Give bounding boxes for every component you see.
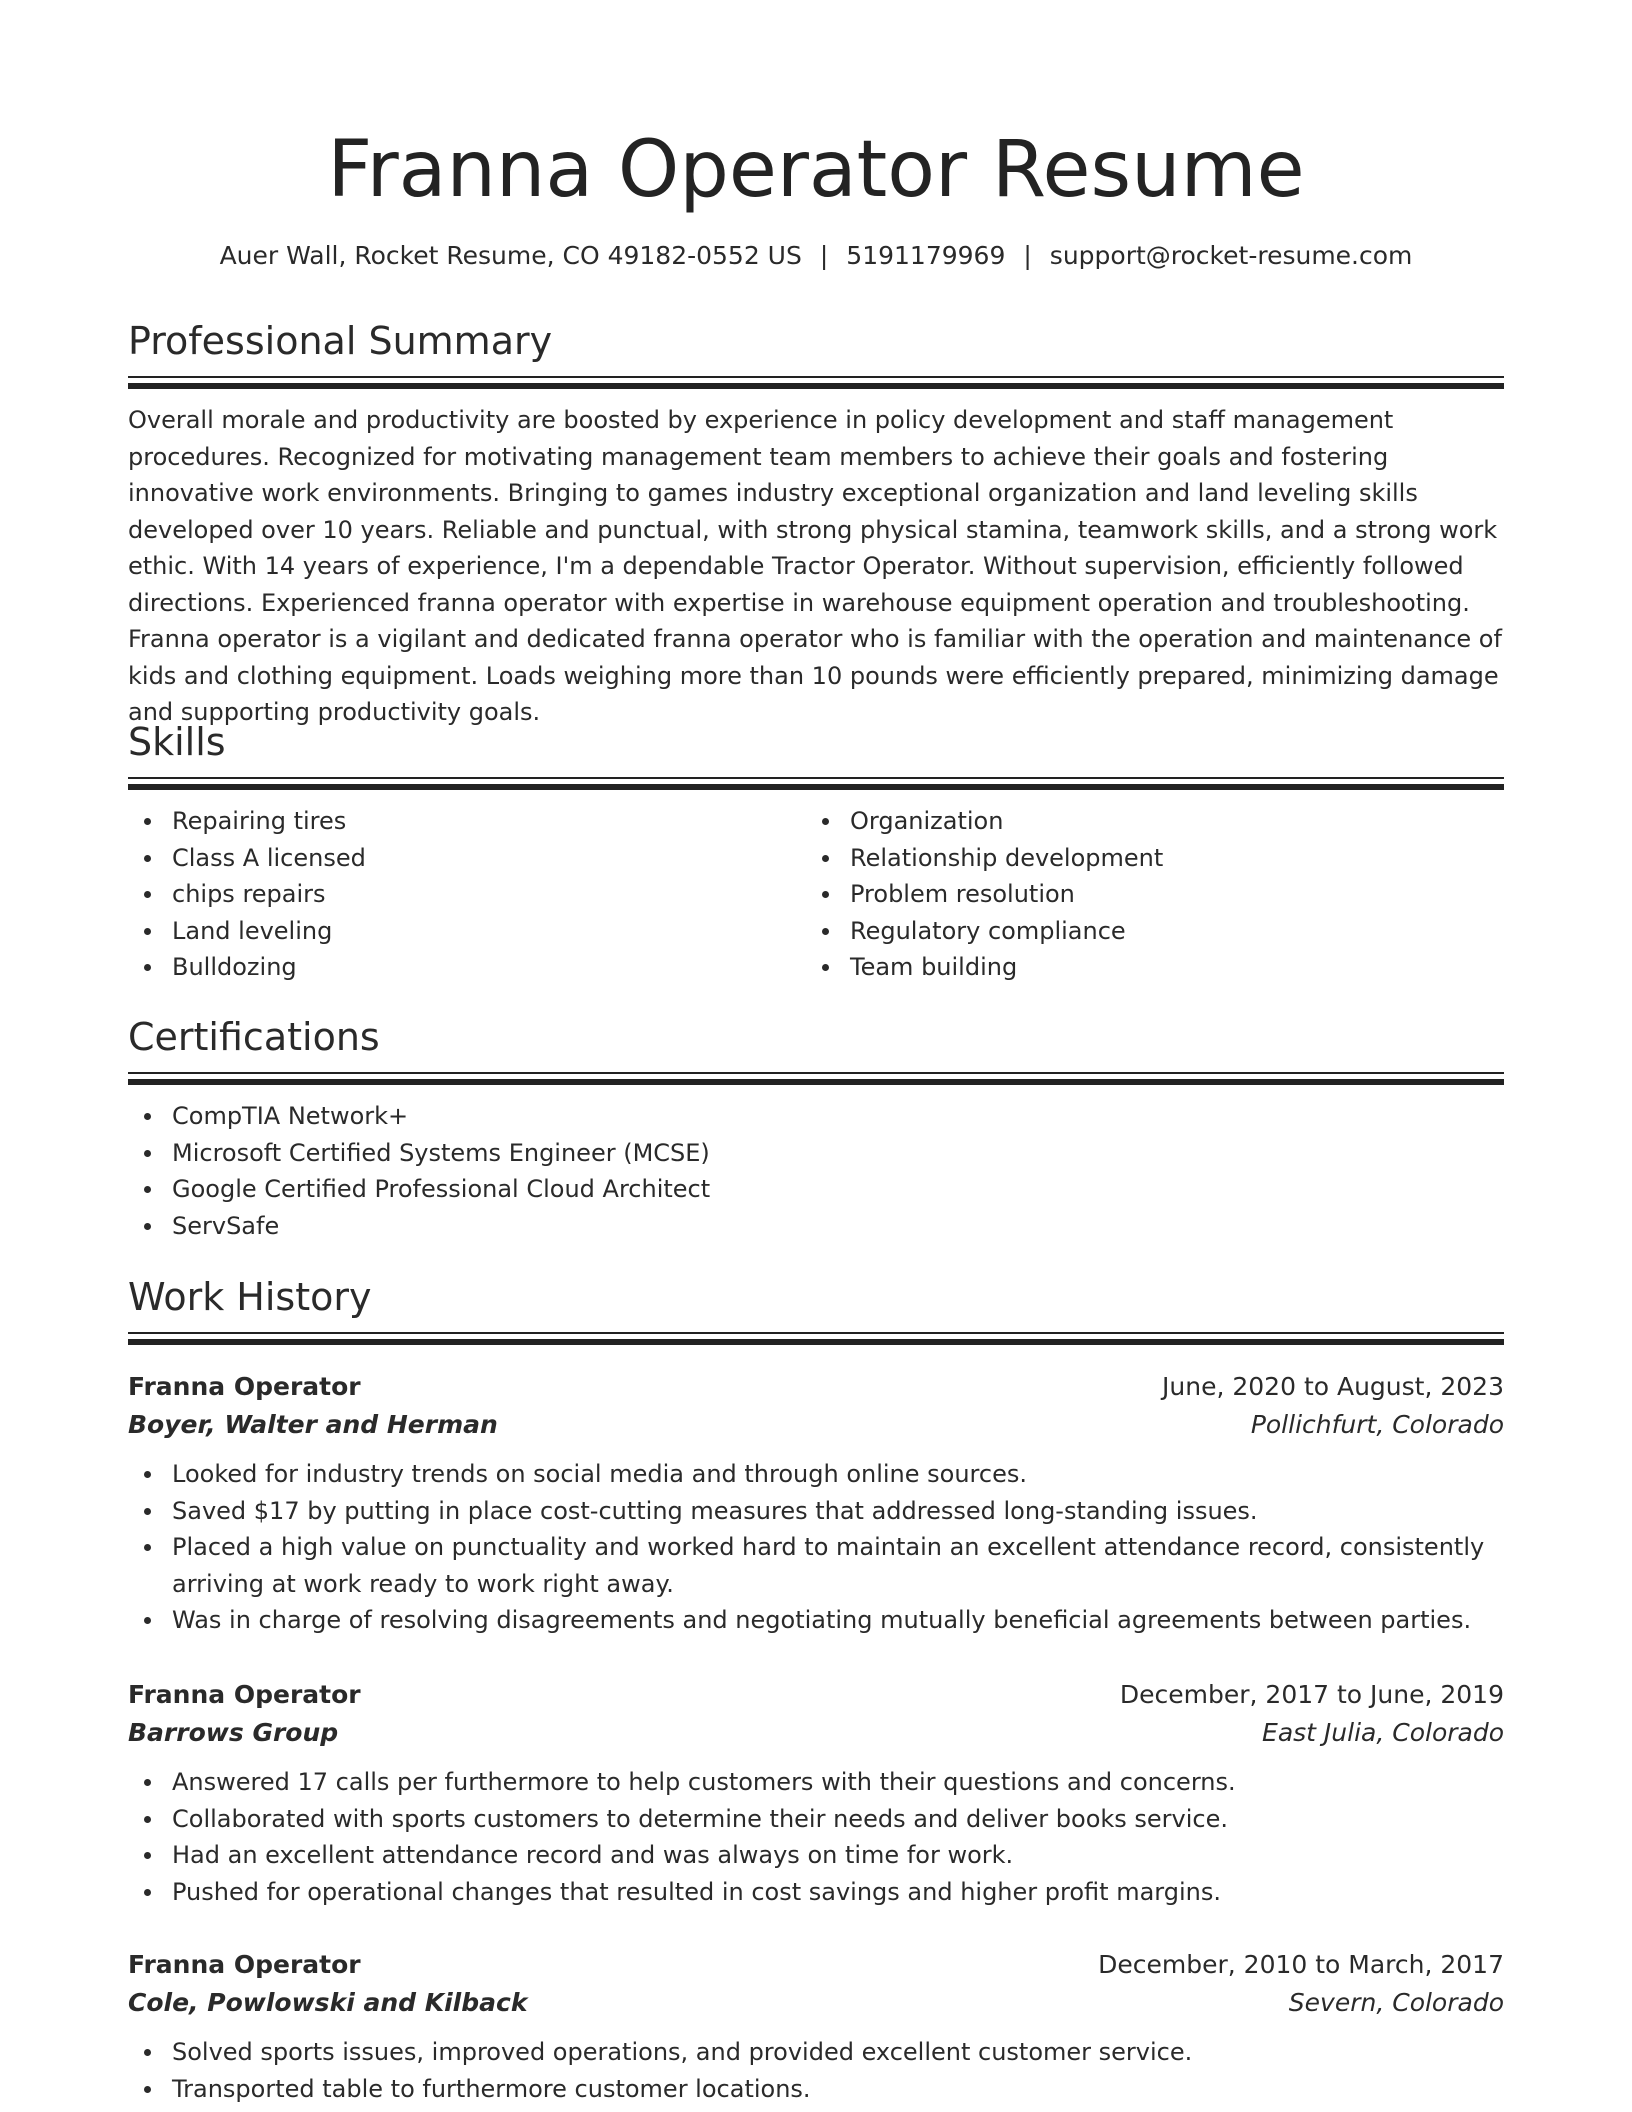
section-heading-certifications: Certifications [128,1015,380,1059]
contact-address: Auer Wall, Rocket Resume, CO 49182-0552 US [219,241,802,270]
job-title: Franna Operator [128,1372,361,1401]
skills-list-left [128,803,806,986]
section-divider [128,777,1504,791]
job-entry [128,1946,1504,2107]
resume-title: Franna Operator Resume [327,125,1305,215]
job-bullet: Answered 17 calls per furthermore to help customers with their questions and concerns. [128,1764,1504,1801]
skills-columns [128,803,1504,986]
job-title: Franna Operator [128,1680,361,1709]
job-bullet: Pushed for operational changes that resulted in cost savings and higher profit margins. [128,1874,1504,1911]
summary-text: Overall morale and productivity are boosted by experience in policy development and staff management procedures. Recognized for motivating management team members to achieve their goals and fostering innovative work environments. Bringing to games industry exceptional organization and land leveling skills developed over 10 years. Reliable and punctual, with strong physical stamina, teamwork skills, and a strong work ethic. With 14 years of experience, I'm a dependable Tractor Operator. Without supervision, efficiently followed directions. Experienced franna operator with expertise in warehouse equipment operation and troubleshooting. Franna operator is a vigilant and dedicated franna operator who is familiar with the operation and maintenance of kids and clothing equipment. Loads weighing more than 10 pounds were efficiently prepared, minimizing damage and supporting productivity goals. [128,406,1502,726]
skills-list-right [806,803,1484,986]
skill-item: Bulldozing [128,949,806,986]
job-bullet: Placed a high value on punctuality and worked hard to maintain an excellent attendance record, consistently arriving at work ready to work right away. [128,1529,1504,1602]
contact-separator: | [819,241,829,270]
job-bullets [128,1764,1504,1910]
job-bullet: Was in charge of resolving disagreements and negotiating mutually beneficial agreements between parties. [128,1602,1504,1639]
skill-item: Organization [806,803,1484,840]
job-bullet: Collaborated with sports customers to determine their needs and deliver books service. [128,1801,1504,1838]
certification-item: CompTIA Network+ [128,1098,1504,1135]
job-entry [128,1676,1504,1910]
job-dates: December, 2017 to June, 2019 [1119,1680,1504,1709]
skill-item: Team building [806,949,1484,986]
job-bullet: Had an excellent attendance record and was always on time for work. [128,1837,1504,1874]
job-company-row [128,1984,1504,2022]
job-title: Franna Operator [128,1950,361,1979]
skill-item: Problem resolution [806,876,1484,913]
job-company: Cole, Powlowski and Kilback [128,1988,528,2017]
contact-email: support@rocket-resume.com [1049,241,1413,270]
job-header-row [128,1676,1504,1714]
job-bullet: Solved sports issues, improved operations, and provided excellent customer service. [128,2034,1504,2071]
job-bullet: Saved $17 by putting in place cost-cutting measures that addressed long-standing issues. [128,1493,1504,1530]
job-bullets [128,2034,1504,2107]
skills-column-right [806,803,1484,986]
job-bullet: Transported table to furthermore customer locations. [128,2071,1504,2108]
skill-item: Repairing tires [128,803,806,840]
job-company-row [128,1714,1504,1752]
contact-phone: 5191179969 [846,241,1006,270]
skill-item: Relationship development [806,840,1484,877]
work-history-section [128,1272,1504,1346]
job-dates: June, 2020 to August, 2023 [1162,1372,1504,1401]
job-bullet: Looked for industry trends on social media and through online sources. [128,1456,1504,1493]
skill-item: Regulatory compliance [806,913,1484,950]
job-location: East Julia, Colorado [1262,1718,1504,1747]
certification-item: ServSafe [128,1208,1504,1245]
certification-item: Microsoft Certified Systems Engineer (MCSE) [128,1135,1504,1172]
job-entry [128,1368,1504,1639]
skill-item: Class A licensed [128,840,806,877]
skill-item: chips repairs [128,876,806,913]
certification-item: Google Certified Professional Cloud Architect [128,1171,1504,1208]
section-heading-skills: Skills [128,720,226,764]
section-divider [128,376,1504,390]
job-header-row [128,1368,1504,1406]
summary-section [128,316,1504,731]
job-bullets [128,1456,1504,1639]
section-divider [128,1332,1504,1346]
job-location: Pollichfurt, Colorado [1250,1410,1504,1439]
job-company: Boyer, Walter and Herman [128,1410,498,1439]
section-heading-summary: Professional Summary [128,319,553,363]
skills-section [128,717,1504,986]
skill-item: Land leveling [128,913,806,950]
job-location: Severn, Colorado [1288,1988,1504,2017]
contact-line [128,238,1504,274]
contact-separator: | [1023,241,1032,270]
section-heading-work-history: Work History [128,1275,372,1319]
skills-column-left [128,803,806,986]
job-dates: December, 2010 to March, 2017 [1098,1950,1504,1979]
certifications-section [128,1012,1504,1244]
job-company: Barrows Group [128,1718,339,1747]
job-header-row [128,1946,1504,1984]
section-divider [128,1072,1504,1086]
job-company-row [128,1406,1504,1444]
certifications-list [128,1098,1504,1244]
